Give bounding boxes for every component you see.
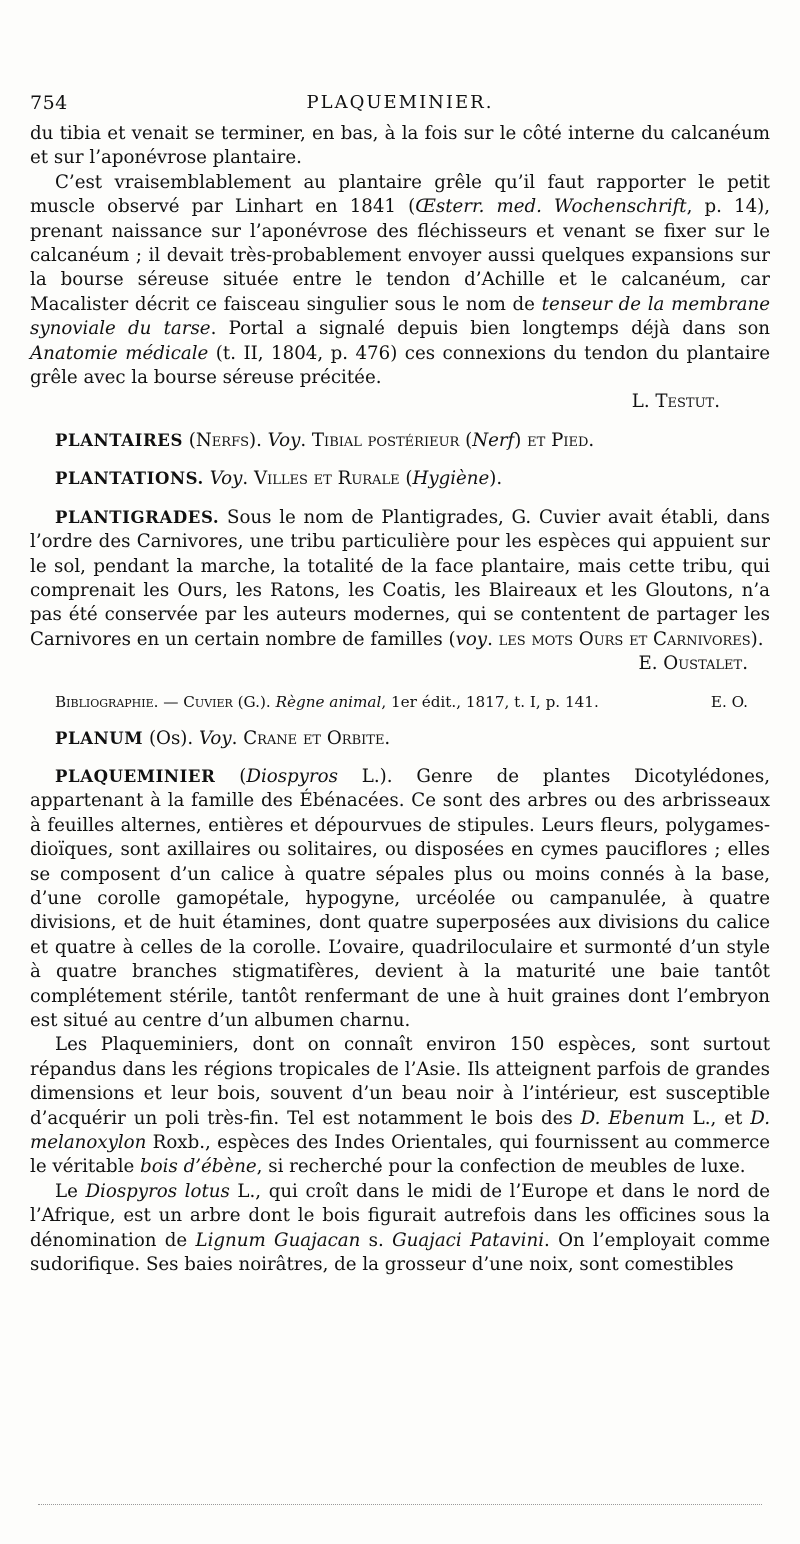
cross-ref-voy: Voy: [198, 727, 232, 749]
paragraph-diospyros-lotus: [30, 1180, 770, 1278]
text-run: (Nerfs).: [183, 429, 268, 451]
text-run: L.). Genre de plantes Dicotylédones, appartenant à la famille des Ébénacées. Ce sont des arbres ou des arbrisseaux à feuilles alternes, entières et dépourvues de stipules. Leurs fleurs, polygames-dioïques, sont axillaires ou solitaires, ou disposées en cymes pauciflores ; elles se composent d’un calice à quatre sépales plus ou moins connés à la base, d’une corolle gamopétale, hypogyne, urcéolée ou campanulée, à quatre divisions, et de huit étamines, dont quatre superposées aux divisions du calice et quatre à celles de la corolle. L’ovaire, quadriloculaire et surmonté d’un style à quatre branches stigmatifères, devient à la maturité une baie tantôt complétement stérile, tantôt renfermant de une à huit graines dont l’embryon est situé au centre d’un albumen charnu.: [30, 765, 770, 1031]
text-run: . Crane et Orbite.: [231, 727, 391, 749]
genus-name: Diospyros: [246, 765, 338, 787]
text-run: . les mots Ours et Carnivores).: [487, 628, 764, 650]
text-run: s.: [360, 1229, 393, 1251]
text-run: . Tibial postérieur (: [300, 429, 473, 451]
text-run: Roxb., espèces des Indes Orientales, qui fournissent au commerce le véritable: [30, 1132, 770, 1178]
text-run: , p. 14), prenant naissance sur l’aponévrose des fléchisseurs et venant se fixer sur le calcanéum ; il devait très-probablement envoyer aussi quelques expansions sur la bourse séreuse située entre le tendon d’Achille et le calcanéum, car Macalister décrit ce faisceau singulier sous le nom de: [30, 196, 771, 315]
text-italic: Nerf: [472, 429, 515, 451]
entry-plantigrades: [30, 506, 770, 652]
text-run: L., qui croît dans le midi de l’Europe et dans le nord de l’Afrique, est un arbre dont le bois figurait autrefois dans les officines sous la dénomination de: [30, 1180, 770, 1251]
text-run: (: [215, 765, 247, 787]
bibliography-line: [30, 691, 770, 713]
text-run: . On l’employait comme sudorifique. Ses baies noirâtres, de la grosseur d’une noix, sont comestibles: [30, 1229, 770, 1276]
entry-planum: [30, 727, 770, 751]
paragraph-les-plaqueminiers: [30, 1033, 770, 1179]
page-number: 754: [30, 92, 68, 114]
bibliography-label: Bibliographie.: [55, 692, 159, 711]
text-run: C’est vraisemblablement au plantaire grêle qu’il faut rapporter le petit muscle observé par Linhart en 1841 (: [30, 171, 770, 218]
text-run: , si recherché pour la confection de meubles de luxe.: [256, 1156, 746, 1178]
text-run: Les Plaqueminiers, dont on connaît environ 150 espèces, sont surtout répandus dans les régions tropicales de l’Asie. Ils atteignent parfois de grandes dimensions et leur bois, souvent d’un beau noir à l’intérieur, est susceptible d’acquérir un poli très-fin. Tel est notamment le bois des: [30, 1034, 770, 1129]
journal-title: Œsterr. med. Wochenschrift: [415, 196, 687, 218]
entry-plantations: [30, 467, 770, 491]
text-run: L., et: [684, 1107, 751, 1129]
text-italic: bois d’ébène: [140, 1156, 257, 1178]
entry-head: PLANTATIONS.: [55, 469, 204, 489]
running-head: PLAQUEMINIER.: [306, 92, 494, 113]
text-run: . Portal a signalé depuis bien longtemps déjà dans son: [210, 318, 770, 340]
paragraph-linhart: [30, 171, 770, 391]
book-title: Règne animal: [275, 692, 382, 711]
entry-head: PLANUM: [55, 728, 144, 748]
species-name: D. melanoxylon: [30, 1107, 770, 1154]
book-title: Anatomie médicale: [30, 342, 209, 364]
signature-testut: L. Testut.: [631, 391, 720, 413]
text-run: (t. II, 1804, p. 476) ces connexions du tendon du plantaire grêle avec la bourse séreuse précitée.: [30, 342, 771, 389]
signature-oustalet: E. Oustalet.: [638, 653, 748, 675]
entry-plaqueminier: [30, 765, 770, 1033]
footer-rule: [38, 1504, 762, 1505]
text-italic: Lignum Guajacan: [195, 1229, 361, 1251]
text-run: ).: [489, 468, 503, 490]
text-run: (Os).: [143, 727, 199, 749]
entry-head: PLAQUEMINIER: [55, 766, 216, 786]
text-italic: Hygiène: [412, 468, 490, 490]
entry-plantaires: [30, 429, 770, 453]
cross-ref-voy: Voy: [209, 468, 243, 490]
cross-ref-voy: Voy: [267, 429, 301, 451]
cross-ref-voy: voy: [455, 628, 488, 650]
text-run: Le: [55, 1180, 86, 1202]
text-italic: Guajaci Patavini: [392, 1229, 545, 1251]
text-run: Sous le nom de Plantigrades, G. Cuvier avait établi, dans l’ordre des Carnivores, une tribu particulière pour les espèces qui appuient sur le sol, pendant la marche, la totalité de la face plantaire, mais cette tribu, qui comprenait les Ours, les Ratons, les Coatis, les Blaireaux et les Gloutons, n’a pas été conservée par les auteurs modernes, qui se contentent de partager les Carnivores en un certain nombre de familles (: [30, 506, 770, 650]
text-run: , 1er édit., 1817, t. I, p. 141.: [381, 692, 599, 711]
signature-eo: E. O.: [710, 692, 748, 711]
entry-head: PLANTIGRADES.: [55, 507, 220, 527]
page-header: [30, 88, 770, 118]
paragraph-continuation: du tibia et venait se terminer, en bas, à la fois sur le côté interne du calcanéum et sur l’aponévrose plantaire.: [30, 123, 770, 169]
species-name: Diospyros lotus: [85, 1180, 230, 1202]
text-run: ) et Pied.: [514, 429, 595, 451]
muscle-name: tenseur de la membrane synoviale du tarse: [30, 293, 770, 340]
text-run: . Villes et Rurale (: [242, 468, 413, 490]
page-body: [30, 122, 770, 1277]
entry-head: PLANTAIRES: [55, 430, 183, 450]
text-run: — Cuvier (G.).: [158, 692, 276, 711]
species-name: D. Ebenum: [580, 1107, 685, 1129]
